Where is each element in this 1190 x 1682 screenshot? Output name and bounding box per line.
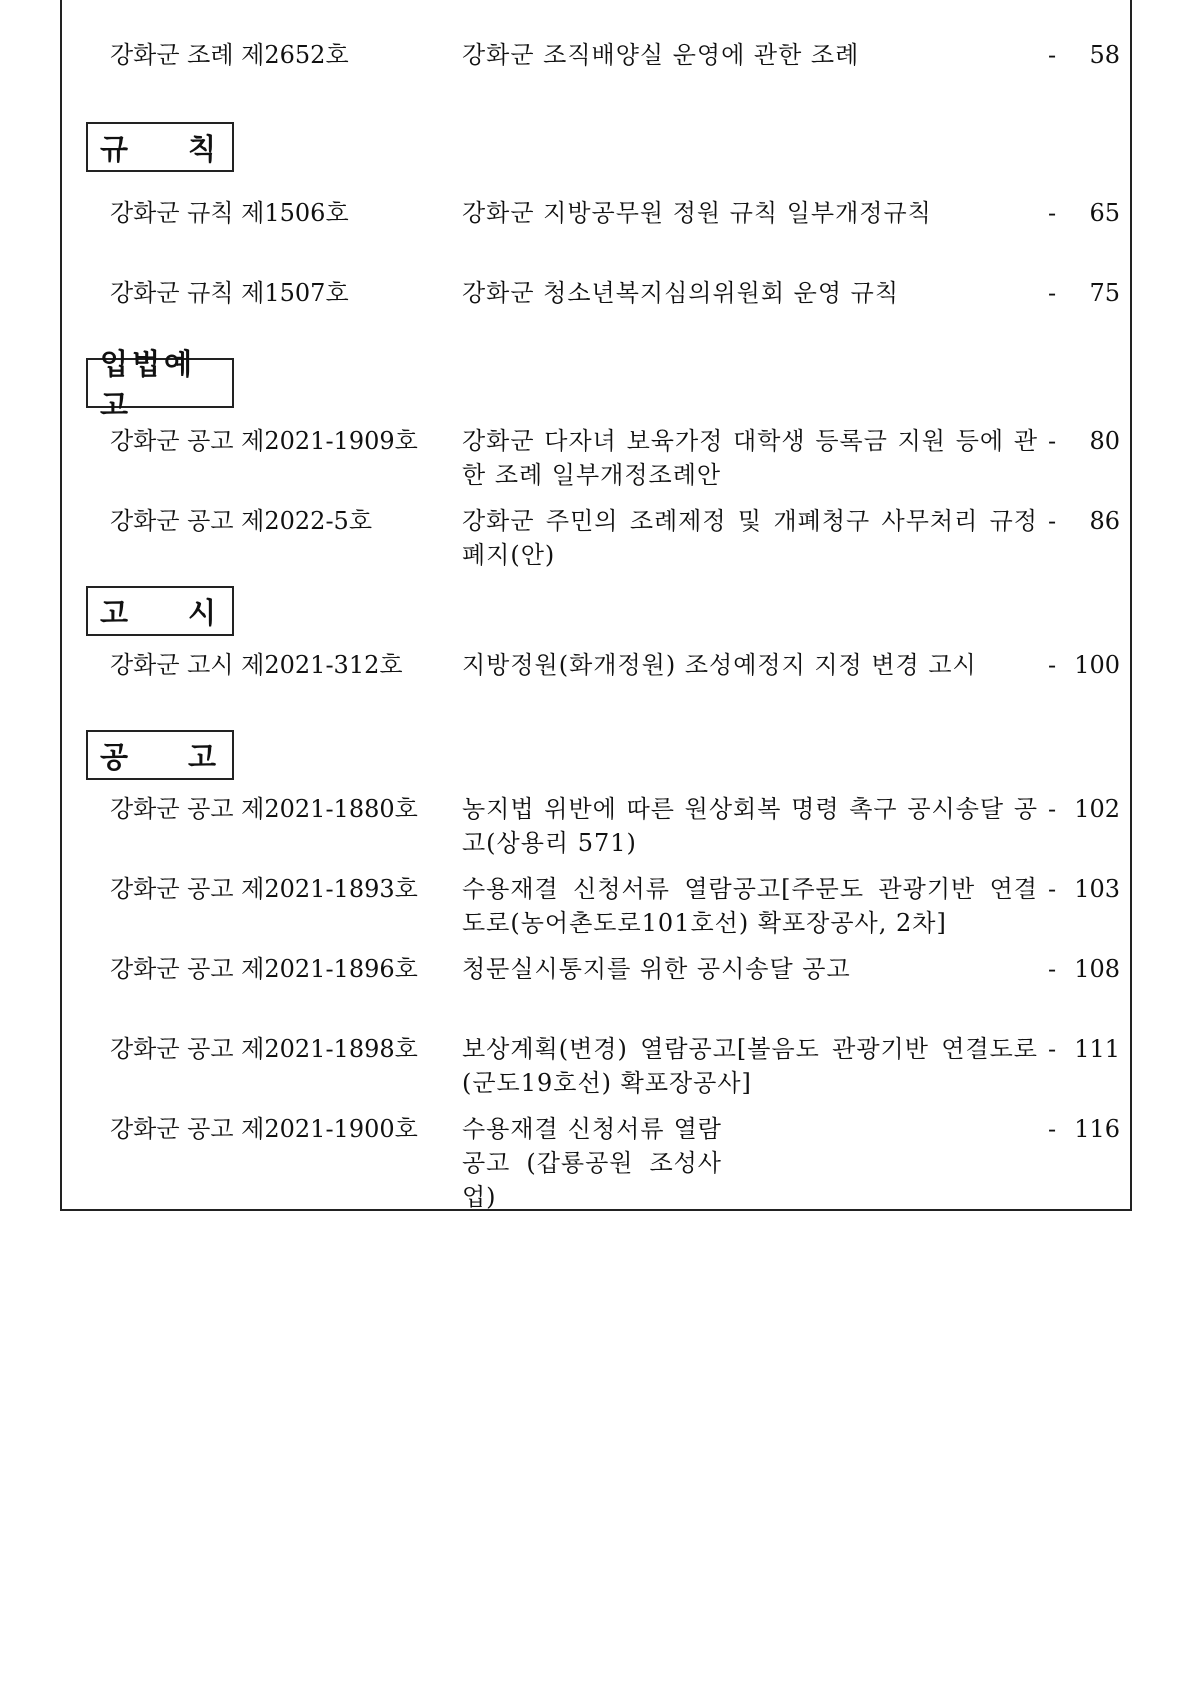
leader-dash: - xyxy=(1048,427,1057,455)
leader-dash: - xyxy=(1048,1115,1057,1143)
gosi-number: 강화군 고시 제2021-312호 xyxy=(110,651,403,679)
section-heading-char: 공 xyxy=(100,739,129,774)
notice-number: 강화군 공고 제2021-1880호 xyxy=(110,795,418,823)
section-heading-char: 시 xyxy=(187,595,216,630)
leader-dash: - xyxy=(1048,41,1057,69)
entry-title: 청문실시통지를 위한 공시송달 공고 xyxy=(462,955,851,983)
page-number: 111 xyxy=(1074,1035,1120,1063)
leader-dash: - xyxy=(1048,795,1057,823)
page-number: 102 xyxy=(1074,795,1120,823)
notice-number: 강화군 공고 제2021-1900호 xyxy=(110,1115,418,1143)
leader-dash: - xyxy=(1048,507,1057,535)
section-heading-char: 규 xyxy=(100,131,129,166)
notice-number: 강화군 공고 제2021-1896호 xyxy=(110,955,418,983)
page-number: 100 xyxy=(1074,651,1120,679)
entry-title: 강화군 조직배양실 운영에 관한 조례 xyxy=(462,41,860,69)
entry-title: 강화군 주민의 조례제정 및 개폐청구 사무처리 규정 폐지(안) xyxy=(462,507,1038,569)
notice-number: 강화군 공고 제2022-5호 xyxy=(110,507,373,535)
section-heading-rules xyxy=(86,122,234,172)
notice-number: 강화군 공고 제2021-1893호 xyxy=(110,875,418,903)
notice-number: 강화군 공고 제2021-1909호 xyxy=(110,427,418,455)
leader-dash: - xyxy=(1048,955,1057,983)
entry-title: 수용재결 신청서류 열람 공고 (갑룡공원 조성사업) xyxy=(462,1115,722,1211)
section-heading-char: 고 xyxy=(100,595,129,630)
page-number: 103 xyxy=(1074,875,1120,903)
page-number: 65 xyxy=(1089,199,1120,227)
section-heading-char: 칙 xyxy=(187,131,216,166)
page-number: 86 xyxy=(1089,507,1120,535)
notice-number: 강화군 공고 제2021-1898호 xyxy=(110,1035,418,1063)
entry-title: 지방정원(화개정원) 조성예정지 지정 변경 고시 xyxy=(462,651,977,679)
entry-title: 보상계획(변경) 열람공고[볼음도 관광기반 연결도로(군도19호선) 확포장공사] xyxy=(462,1035,1038,1097)
entry-title: 수용재결 신청서류 열람공고[주문도 관광기반 연결도로(농어촌도로101호선) 확포장공사, 2차] xyxy=(462,875,1038,937)
rule-number: 강화군 규칙 제1506호 xyxy=(110,199,349,227)
entry-title: 농지법 위반에 따른 원상회복 명령 촉구 공시송달 공고(상용리 571) xyxy=(462,795,1038,857)
section-heading-char: 고 xyxy=(187,739,216,774)
leader-dash: - xyxy=(1048,651,1057,679)
page-number: 116 xyxy=(1074,1115,1120,1143)
section-heading-text: 입법예고 xyxy=(100,347,197,422)
page-number: 75 xyxy=(1089,279,1120,307)
section-heading-legislative-notice xyxy=(86,347,234,422)
leader-dash: - xyxy=(1048,199,1057,227)
leader-dash: - xyxy=(1048,279,1057,307)
entry-title: 강화군 청소년복지심의위원회 운영 규칙 xyxy=(462,279,900,307)
entry-title: 강화군 지방공무원 정원 규칙 일부개정규칙 xyxy=(462,199,932,227)
rule-number: 강화군 규칙 제1507호 xyxy=(110,279,349,307)
section-heading-gosi xyxy=(86,586,234,636)
leader-dash: - xyxy=(1048,1035,1057,1063)
leader-dash: - xyxy=(1048,875,1057,903)
page-number: 108 xyxy=(1074,955,1120,983)
section-heading-gonggo xyxy=(86,730,234,780)
page-number: 58 xyxy=(1089,41,1120,69)
page-number: 80 xyxy=(1089,427,1120,455)
entry-title: 강화군 다자녀 보육가정 대학생 등록금 지원 등에 관한 조례 일부개정조례안 xyxy=(462,427,1038,489)
ordinance-number: 강화군 조례 제2652호 xyxy=(110,41,349,69)
